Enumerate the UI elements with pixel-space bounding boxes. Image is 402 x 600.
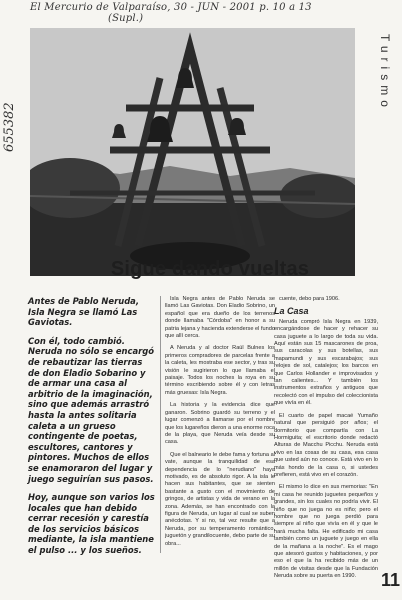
article-lead (28, 296, 156, 564)
body-paragraph: Que el balneario le debe fama y fortuna al vate, aunque la tranquilidad de esa dependencia de lo "nerudiano" haya motivado, es de absoluto rigor. A la isla le hacen sus habitantes, que se sienten bastante a gusto con el movimiento de gringos, de artistas y vida de verano en la zona. Además, se han encontrado con la figura de Neruda, un lugar al cual se suben anécdotas. Y si no, tal vez resulte que a Neruda, por su temperamento romántico, juguetón y grandilocuente, debo parte de su obra... (165, 451, 275, 547)
body-paragraph: El cuarto de papel macaé Yumaño natural que persiguió por años; el dormitorio que compartía con La Hormiguita; el escritorio donde redactó Alturas de Macchu Picchu. Neruda está vivo en las cosas de su casa, esa casa que usted aún no conoce. Está vivo en lo más hondo de la casa o, si ustedes prefieren, está vivo en el corazón. (274, 412, 378, 478)
clipping-source-line: El Mercurio de Valparaíso, 30 - JUN - 2001 p. 10 a 13 (30, 2, 312, 13)
bell-structure-illustration (30, 28, 355, 276)
body-paragraph: Isla Negra antes de Pablo Neruda se llamó Las Gaviotas. Don Eladio Sobrino, un español que era dueño de los terrenos donde llamaba "Córdoba" en honor a su patria lejana y hacienda extenderse el fundo que allí cerca. (165, 296, 275, 340)
body-paragraph: Neruda compró Isla Negra en 1939, encargándose de hacer y rehacer su casa juguete a lo largo de toda su vida. Aquí están sus 15 mascarones de proa, sus caracolas y sus botellas, sus mapamundi y sus escarabajos; sus relojes de sol, catalejos; los barcos en que Carlos Hollander e improvisados y tan calientes... Y también los instrumentos extraños y antiguos que recolectó con el impulso del coleccionista que vivía en él. (274, 318, 378, 407)
handwritten-side-number: 655382 (2, 102, 17, 152)
article-headline: Sigue dando vueltas (110, 258, 310, 280)
body-column-b (274, 296, 378, 586)
body-paragraph: La historia y la evidencia dice que ganaron. Sobrino guardó su terreno y el lugar comenzó a llamarse por el nombre que los lugareños dieron a una enorme roca de la playa, que Neruda veía desde su casa. (165, 402, 275, 446)
lead-paragraph: Con él, todo cambió. Neruda no sólo se encargó de rebautizar las tierras de don Eladio Sobarino y de armar una casa al arbitrio de la imaginación, sino que además arrastró hasta la antes solitaria caleta a un grueso contingente de poetas, escultores, cantores y pintores. Muchos de ellos se enamoraron del lugar y juego seguirían sus pasos. (28, 335, 154, 484)
clipping-supplement-line: (Supl.) (108, 13, 144, 24)
page-number: 11 (380, 570, 400, 590)
lead-paragraph: Hoy, aunque son varios los locales que han debido cerrar recesión y carestía de los servicios básicos mediante, la isla mantiene el pulso ... y los sueños. (28, 492, 155, 556)
handwritten-clipping-note (30, 2, 370, 24)
body-column-a (160, 296, 275, 553)
body-paragraph: A Neruda y al doctor Raúl Bulnes los primeros compradores de parcelas frente a la caleta, les mostraba ese sector, y tras su visión le sugirieron lo que llamaba el paisaje. Todos los noches la roya en su término escribiendo sobre él y con letras más gruesas: Isla Negra. (165, 345, 275, 396)
lead-paragraph: Antes de Pablo Neruda, Isla Negra se llamó Las Gaviotas. (28, 296, 140, 328)
section-label-vertical: Turismo (378, 34, 392, 112)
subheading-la-casa: La Casa (274, 306, 309, 317)
body-paragraph: El mismo lo dice en sus memorias: "En mi casa he reunido juguetes pequeños y grandes, sin los cuales no podría vivir. El niño que no juega no es niño; pero el hombre que no juega perdió para siempre al niño que vivía en él y que le hará mucha falta. He edificado mi casa también como un juguete y juego en ella de la mañana a la noche". Es el mago que atesoró gustos y habitaciones, y por eso el que la ha recibido más de un millón de visitas desde que la Fundación Neruda sobre su puerta en 1990. (274, 484, 378, 580)
bell-structure-photo (30, 28, 355, 276)
column-b-intro: cuente, debo para 1906. (279, 296, 340, 302)
